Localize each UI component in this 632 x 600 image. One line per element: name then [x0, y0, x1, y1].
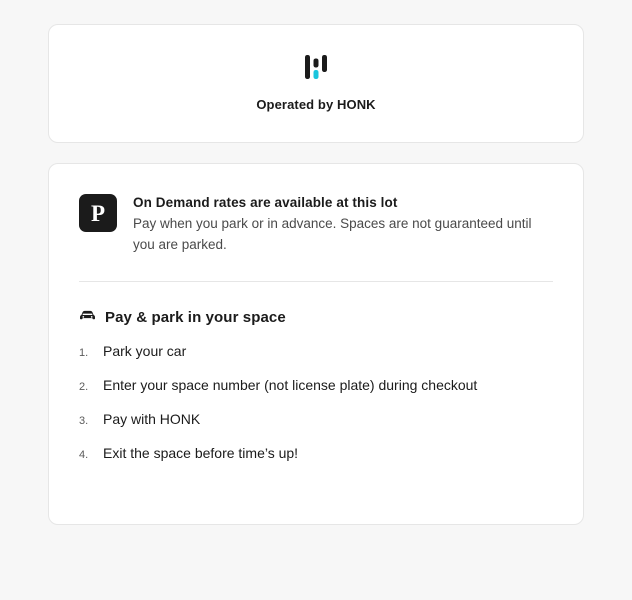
step-text: Park your car — [103, 343, 187, 360]
steps-list — [79, 334, 553, 470]
parking-p-icon: P — [79, 194, 117, 232]
steps-title: Pay & park in your space — [105, 308, 286, 326]
list-item — [79, 334, 553, 368]
brand-card — [48, 24, 584, 143]
rate-notice-description: Pay when you park or in advance. Spaces are not guaranteed until you are parked. — [133, 216, 532, 252]
list-item — [79, 368, 553, 402]
step-text: Exit the space before time’s up! — [103, 445, 299, 462]
step-number: 3. — [79, 415, 89, 428]
rate-notice-title: On Demand rates are available at this lot — [133, 195, 398, 210]
rate-notice — [79, 194, 553, 255]
step-number: 1. — [79, 347, 89, 360]
list-item — [79, 402, 553, 436]
step-text: Enter your space number (not license plate) during checkout — [103, 377, 478, 394]
list-item — [79, 436, 553, 470]
honk-bars-logo-icon — [305, 55, 327, 84]
rate-notice-text — [133, 194, 553, 255]
step-number: 2. — [79, 381, 89, 394]
info-card — [48, 163, 584, 525]
steps-heading — [79, 308, 553, 326]
step-text: Pay with HONK — [103, 411, 201, 428]
brand-caption: Operated by HONK — [256, 97, 376, 112]
car-icon — [79, 308, 96, 326]
section-divider — [79, 281, 553, 282]
step-number: 4. — [79, 449, 89, 462]
